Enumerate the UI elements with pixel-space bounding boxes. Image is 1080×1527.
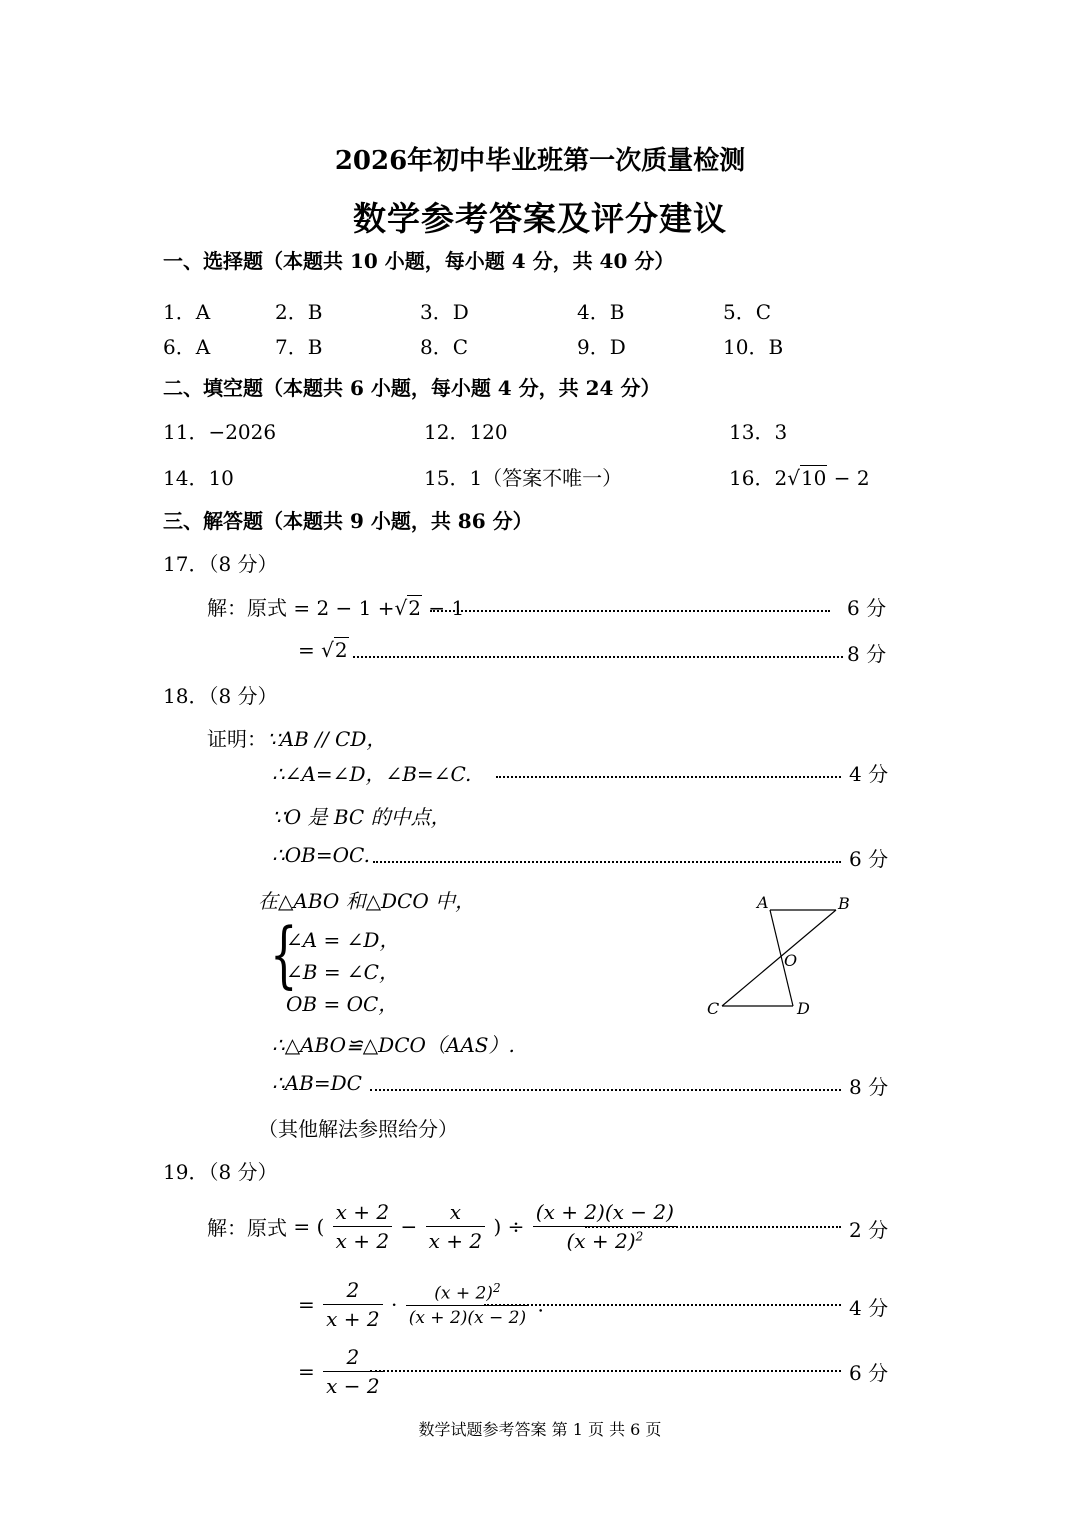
q18-step3: ∵O 是 BC 的中点， [272,805,451,829]
leader-dots [430,610,830,612]
q18-score-3: 8 分 [849,1075,889,1099]
q17-tail: − 1 [428,596,465,620]
answer-16-coef: 2 [774,466,788,490]
q17-line1 [207,592,464,621]
q19-score-2: 4 分 [849,1296,889,1320]
point-label-d: D [797,999,810,1018]
q19-frac1 [333,1200,392,1253]
q17-score-2: 8 分 [847,642,887,666]
q19-minus: − [400,1214,418,1239]
answer-12: 12．120 [424,420,508,444]
q19-eq-2: = [298,1292,315,1317]
q17-radicand-2: 2 [334,638,348,662]
answer-1: 1．A [163,300,211,324]
q19-frac2-num: x [426,1200,485,1227]
sqrt-symbol: √ [321,638,334,662]
q18-score-1: 4 分 [849,762,889,786]
leader-dots [484,1304,841,1306]
q18-step1 [207,723,386,752]
q17-radicand: 2 [408,596,421,620]
answer-15: 15．1（答案不唯一） [424,466,623,490]
page-footer: 数学试题参考答案 第 1 页 共 6 页 [418,1420,662,1439]
leader-dots [373,861,841,863]
title-line1: 2026年初中毕业班第一次质量检测 [334,146,746,176]
q19-frac5-num: (x + 2) [434,1283,493,1304]
q18-label: 18．（8 分） [163,684,278,708]
section2-heading: 二、填空题（本题共 6 小题，每小题 4 分，共 24 分） [163,376,661,400]
leader-dots [370,1370,841,1372]
q19-dot: · [390,1292,398,1317]
q17-prefix: 解：原式 [207,596,287,620]
q18-sys2: ∠B = ∠C， [286,960,399,984]
answer-3: 3．D [420,300,469,324]
q18-s1: ∵AB // CD， [267,727,387,751]
q17-score-1: 6 分 [847,596,887,620]
answer-16-label: 16． [729,466,775,490]
q19-frac3-exp: 2 [635,1229,644,1244]
q19-eq-3: = [298,1359,315,1384]
title-line2: 数学参考答案及评分建议 [353,199,727,238]
geometry-figure [700,888,860,1020]
q18-step2: ∴∠A=∠D，∠B=∠C. [272,762,472,786]
leader-dots [353,656,843,658]
q19-frac6-den: x − 2 [326,1374,380,1398]
leader-dots [370,1089,841,1091]
q18-step5: 在△ABO 和△DCO 中， [258,889,476,913]
q19-frac6-num: 2 [323,1345,382,1372]
q18-step7: ∴AB=DC [272,1071,362,1095]
q19-label: 19．（8 分） [163,1160,278,1184]
q17-label: 17．（8 分） [163,552,278,576]
q18-note: （其他解法参照给分） [258,1117,458,1141]
q18-score-2: 6 分 [849,847,889,871]
q18-sys3: OB = OC， [286,992,399,1016]
q17-eq: = [298,638,315,662]
q19-period: . [537,1292,544,1317]
q19-frac4-den: x + 2 [326,1307,380,1331]
q18-sys1: ∠A = ∠D， [286,928,400,952]
q19-lparen: ( [316,1214,325,1239]
section3-heading: 三、解答题（本题共 9 小题，共 86 分） [163,509,533,533]
q17-expr: = 2 − 1 + [293,596,395,620]
q17-line2 [298,638,349,662]
q19-score-3: 6 分 [849,1361,889,1385]
q19-frac4-num: 2 [323,1278,382,1305]
point-label-b: B [838,894,850,913]
answer-6: 6．A [163,335,211,359]
q18-prefix: 证明： [207,727,267,751]
point-label-o: O [784,951,798,970]
segment-bc [722,910,836,1006]
answer-14: 14．10 [163,466,234,490]
leader-dots [585,1226,841,1228]
q19-frac5-exp: 2 [492,1280,501,1295]
answer-11: 11．−2026 [163,420,277,444]
section1-heading: 一、选择题（本题共 10 小题，每小题 4 分，共 40 分） [163,249,675,273]
q19-frac2-den: x + 2 [428,1229,483,1253]
q19-frac3-num: (x + 2)(x − 2) [533,1200,677,1227]
q19-score-1: 2 分 [849,1218,889,1242]
sqrt-symbol: √ [787,466,800,490]
answer-13: 13．3 [729,420,788,444]
q19-frac3-den: (x + 2) [566,1229,636,1253]
point-label-c: C [707,999,720,1018]
answer-8: 8．C [420,335,469,359]
q19-prefix: 解：原式 [207,1216,287,1240]
q18-step6: ∴△ABO≌△DCO（AAS）. [272,1033,515,1057]
q19-rparen: ) [493,1214,502,1239]
answer-9: 9．D [577,335,626,359]
answer-4: 4．B [577,300,625,324]
q19-div: ÷ [507,1214,525,1239]
answer-7: 7．B [275,335,323,359]
q19-frac5-den: (x + 2)(x − 2) [408,1308,527,1329]
q19-eq: = [293,1214,311,1239]
point-label-a: A [757,893,769,912]
q19-frac1-den: x + 2 [335,1229,390,1253]
left-brace: { [270,912,298,996]
leader-dots [496,776,841,778]
answer-16-tail: − 2 [833,466,870,490]
answer-2: 2．B [275,300,323,324]
answer-10: 10．B [723,335,784,359]
q19-frac2 [426,1200,485,1253]
q18-step4: ∴OB=OC. [272,843,370,867]
q19-frac1-num: x + 2 [333,1200,392,1227]
answer-5: 5．C [723,300,772,324]
answer-16-radicand: 10 [800,466,827,490]
q19-frac4 [323,1278,382,1331]
answer-16 [729,462,870,491]
sqrt-symbol: √ [394,596,408,620]
